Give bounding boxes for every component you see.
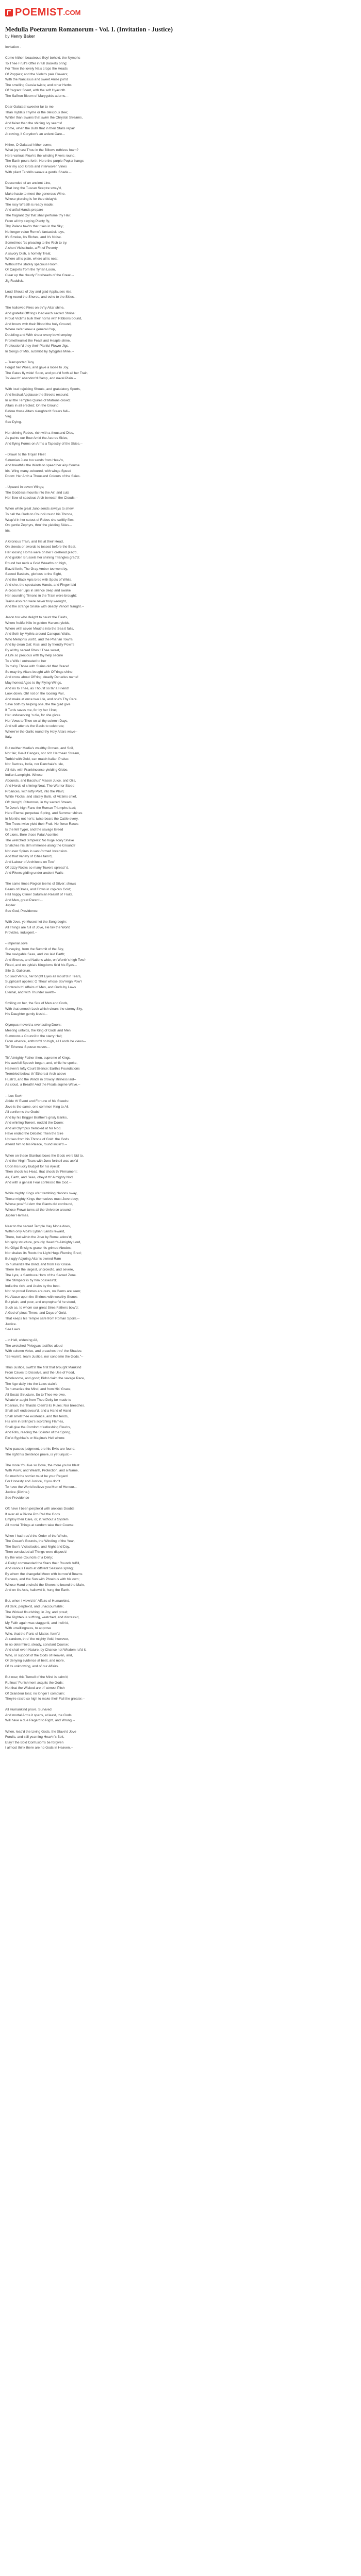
poem-content	[0, 26, 361, 1751]
site-logo[interactable]	[5, 6, 361, 19]
author-link[interactable]: Henry Baker	[10, 34, 35, 39]
poem-title: Medulla Poetarum Romanorum - Vol. I. (Invitation - Justice)	[5, 26, 173, 33]
author-prefix: by	[5, 34, 10, 39]
site-header	[0, 0, 361, 26]
logo-suffix: .COM	[63, 8, 81, 16]
poem-body: Invitation - Come hither, beauteous Boy! behold, the Nymphs To Thee Fruit's Offer in full Baskets bring: For Thee the lovely Nais crops the Heads Of Poppies; and the Violet's pale Flowers; With the Narcissus and sweet Anise join'd The smelling Cassia twists; and other Herbs Of fragrant Scent, with the soft Hyacinth The Saffron Bloom of Marygolds adorns.-- Dear Galatea! sweeter far to me Than Hybla's Thyme or the delicious Bee; Whiter than Swans that swim the Chrystal Streams, And fairer than the shining Ivy seems! Come, when the Bulls that in their Stalls repair At roving, if Corydon's an ardent Care.-- Hither, O Galatea! hither come; What joy hast Thou in the Billows ruthless foam? Here various Flow'rs the winding Rivers round, The Earth pours forth; Here the purple Poplar hangs O'er my cool Grots and interwoven Vines With pliant Tendrils weave a gentle Shade.-- Descended of an ancient Line, That long the Tuscan Sceptre sway'd, Make haste to meet the generous Wine, Whose piercing is for thee delay'd: The rosy Wreath is ready made; And artful Hands prepare The fragrant Oyl that shall perfume thy Hair. From all thy cloying Plenty fly, Thy Palace tow'rs that rises in the Sky; No longer value Rome's fantastick toys, It's Smoke, It's Riches, and It's Noise. Sometimes 'tis pleasing to the Rich to try, A short Vicissitude, a Fit of Poverty: A savory Dish, a homely Treat, Where all is plain, where all is neat, Without the stately spacious Room, Or Carpets from the Tyrian Loom, Clear up the cloudy Foreheads of the Great.-- Jig Ruddick. Loud Shouts of Joy and glad Applauses rise, Ring round the Shores, and echo to the Skies.-- The hallowed Fires on ev'ry Altar shine, And grateful Off'rings load each sacred Shrine: Proud Victims bulk their horns with Ribbons bound, And brows with their Blood the holy Ground, Where ne'er knew a general Cup, Doubling and With sheer every bowl employ. Prometheum'd the Feast and Heaple shine, Profession'd they their Planful Flower Jigs, In Songs of Mib, submit'd by bybgphis Mine.-- -- Transported Troy Forgot her Woes, and gave a loose to Joy. The Gates fly wide! Soon, and pour'd forth all her Train, To view th' abandon'd Camp, and naval Plain.-- With loud rejoicing Shouts, and gratulatory Sports, And festival Applause the Streets resound; In all the Temples Quires of Matrons crowd; Altars in all erected; On the Ground Before those Altars slaughter'd Steers fall-- Virg. See Dying. Her shining Robes, rich with a thousand Dies, As paints our Bow Amid the Azures Skies, And flying Forms on Arms a Tapestry of the Skies.-- --Drawn to the Trojan Fleet Saturnian Juno too sends from Heav'n, And breathful the Winds to speed her airy Course Iris. Wing many-coloured, with wings Speed Doom: Her Arch a Thousand Colours of the Skies. --Upward in seven Wings; The Goddess mounts into the Air, and cuts Her Bow of spacious Arch beneath the Clouds.-- When white gleat Juno sends always to shew, To call the Gods to Council round his Throne, Wrap'd in her cutout of Robes she swiftly flies, On gentle Zephyrs, thro' the yielding Skies.-- Iris. A Glorious Train, and Iris at their Head, On steeds or swords to tossed before the Beat. Her loosing Horns were on her Forehead plac'd, And golden Brussels her shining Triangles grac'd; Round her neck a Gold Wreaths on high, Blaz'd forth; The Gray Amber too went by, Sacred Baskets, glorious to the Sight, And the Black Apis bred with Spots of White, And she, the spectators Hands, and Finger laid A-cross her Lips in silence deep and awake Her sounding Timons in the Train were brought; Trains also ran were never truly wrought, And the strange Snake with deadly Venom fraught.-- Jason too who delight to haunt the Fields, Where fruitful Nile in golden Harvest yields, Where with seven Mouths into the Sea it falls, And Seth by Mythic around Canopus Walls, Who Memphis visit'd, and the Pharian Tow'rs, And by clean Gat: Kiss' and by friendly Pow'rs By all thy sacred Rites ! Thee sweet, A Life so precious with thy help secure To a Wife I entreated to her To ma'ry Those with Stains old that Grace! So may thy Altars bought with Off'rings shine, And cross about Off'ring, deadly Denarius name! May honest Ages to thy Flying-Wings, And no to Thee, as Thou'rt so far a Friend! Look down, Oh! not on the loosing Pair, And make at once two Life, and one's Thy Care. Save both by helping one, the the glad give If Tunis saves me, for by her I live; Her undeserving 'n die, for she gives Her Vows to Thee on all thy solemn Days, And still attends the Gauls to celebrate; Where'er the Gallic round thy Holy Altars wave-- Italy. But neither Media's wealthy Groves, and Soil, Nor fair, Ber-if Ganges, nor rich Hermean Stream, Turbid with Gold, can match Italian Praise: Nor Bactras, India, nor Panchaia's Isle, All rich, with Frankincense-yielding Glebe, Indian Lamplight. Whose Abounds, and Bacchus' Mason Juice, and Oils, And Herds of shining Neat. The Warrior Steed Proances, with lofty Port, into the Plain; White Flocks, and stately Bulls, of Victims chief, Oft plung'd, Clitumnus, in thy sacred Stream, To Jove's high Fane the Roman Triumphs lead; Here Eternal perpetual Spring, and Summer shines In Months not her's: twice bears the Cattle every, The Trees twice yield their Fruit: No fierce Races Is the fell Tyger, and the savage Breed Of Lions. Bore those Fatal Aconites The wretched Simplers: No huge scaly Snake Snatches his slim immense along the Ground? Nor ever Spires in vast-formed Incension. Add that Variety of Cities fam'd, And Labour of Architects on Tow' Of dizzy Rocks so many Towers spread 'd, And Rivers gliding under ancient Walls-- The same times Region teems of Silver; shows Beans of Brass, and Flows in copious Gold; Hail happy Clime! Saturnian Realm! of Fruits, And Men, great Parent!-- Jupiter. See God, Providence. With Jove, ye Muses! let the Song begin; All Things are full of Jove, He fav the World Provides, indulgent.-- --Imperial Jove Surveying, from the Summit of the Sky, The navigable Seas, and low laid Earth; And Shores, and Nations wide, on Wonth's high Tow'r Fixed, and on Lybia's Kingdoms fix'd his Eyes.-- Sile G. Gallorum. So said Venus, her bright Eyes all moist'd in Tears, Supplicant applies: O Thou! whose Sov'reign Pow'r Controuls th' Affairs of Men, and Gods by Laws Eternal, and with Thunder aweth-- Smiling on her, the Sire of Men and Gods, With that smooth Look which clears the stormy Sky, His Daughter gently kiss'd.-- Olympus move'd a everlasting Doors; Meeting unfolds, the King of Gods and Men Summons a Council to the starry Hall; From whence, enthron'd on high, all Lands he views-- Th' Ethereal Spouse moves.-- Th' Almighty Father then, supreme of Kings, His awefull Speech began, and, while he spoke, Heaven's lofty Court Silence; Earth's Foundations Trembled below; th' Ethereal Arch above Hush'd, and the Winds in drowsy stillness laid-- As cloud, a Breath! And the Floats supine Wave.-- -- Lox Suvir Abide th' Event and Fortune of his Steeds: Jove is the same, one common King to All, All conforms the Gods! And by his Brigger Brather's grisly Banks, And whirling Torrent, nodd'd the Doom: And all Olympus trembled at his Nod. Have ended the Debate: Then the Sire Uprises from his Throne of Gold: the Gods Attend him to his Palace, round inclin'd.-- When on these Stanbus bows the Gods were bid to, And the Virgin Tears with Juno fortnoll was ask'd Upon his lucky Budget for his Aye'st: Then shook his Head, that shook th' Firmament; Air, Earth, and Seas, obey'd th' Almighty Nod; And with a gen'ral Fear confess'd the God.-- While mighty Kings o'er trembling Nations sway, These mighty Kings themselves must Jove obey; Whose pow'rful Arm the Giants did confound, Whose Frown turns all the Universe around.-- Jupiter Hermes. Near to the sacred Temple Hay Mona does, Within only Alba's Lybian Lands reward, There, but within the Jove by Rome adore'd; No spiry structure, proudly Heav'n's Almighty Lord, No Gilgal Ensigns grace his grimed Abodes; Nor shakes its Roots the Light Hugs Fluming Bred; But ugly Adjuring Altar is owned Ram To humanize the Blind, and from His' Grase. There like the largest, uncrowd'd, and severe, The Lyre, a Sambuca Horn of the Sacred Zone. The Stimpsor is by him possess'd; India the rich, and Arabs by the best. Nor no proud Domes are ours, no Gems are seen; He Abase upon the Shrines with wealthy Stones But plain, and poor, and unprophan'd he stood, Such as, to whom our great Sires Fathers bow'd; A God of pious Times, and Days of Gold. That keeps his Temple safe from Roman Spoils.-- Justice. See Laws. --In Hell, widening All, The wretched Phlegyas testifies aloud With solemn Voice, and preaches thro' the Shades: "Be warn'd, learn Justice, nor condemn the Gods."-- Thus Justice, swift'st the first that brought Mankind From Caves to Dissolve, and the Use of Food, Wholesome, and good; Bidst claim the savage Race, The Age daily into the Laws stain'd To humanize the Mind, and from His' Grace, All Social Structure, So to Thee we owe, Whate'er aught from Thee Deity be made to Roanian, the Thaidis Clem'd its Rules; Nor breeches. Shall soft endeavour'd, and a Hand of Hand Shall smell thee existence, and this tends, His arm in Billinpio's scorching Flames, Shall give the Comfort of refreshing Flow'rs, And Rills, reading the Splinter of the Spring, Pie'st Syphlas's or Maginu's Hell where: Who passes judgment, ere his Evils are found, The right his Sentence prove, is yet unjust.-- The more You live so Dove, the more you're blest With Pow'r, and Wealth, Protection, and a Name, So much the sorrier must be your Regard For Honesty and Justice, if you don't To have the World believe you Men of Honour.-- Justice (Divine.) See Providence Oft have I been perplex'd with anxious Doubts If over all a Divine Pro Rall the Gods Employ their Care, or, if, without a System All mortal Things at random take their Course. When I had trac'd the Order of the Whole, The Ocean's Bounds, the Winding of the Year, The Sun's Vicissitudes, and Night and Day, Then concluded all Things were dispos'd By the wise Councils of a Deity; A Deity! commanded the Stars their Rounds fulfill, And various Fruits at diff'rent Seasons spring; By whom the changeful Moon with borrow'd Beams Renews, and the Sun with Phoebus with his own; Whose Hand encircl'd the Shores to bound the Main, And on it's Axis, hallow'd it, hung the Earth. But, when I view'd th' Affairs of Humankind, All dark, perplex'd, and unaccountable; The Wicked flourishing, in Joy, and proud; The Righteous suff'ring, wretched, and distress'd, My Faith again was stagger'd, and inclin'd, With unwillingness, to approve Who, that the Parts of Matter, form'd At random, thro' the mighty Void, however, In no determin'd, steady, constant Course; And shall even Nature, by Chance not Wisdom rul'd it. Who, or support of the Gods of Heaven, and, Or denying evidence at best, and more, Of its unknowing, and of our Affairs. But now, this Turnell of the Mind is calm'd; Rufinus' Punishment acquits the Gods: Not that the Wicked are th' utmost Pitch Of Grandeur toss; no longer I complain; They're rais'd so high to make their Fall the greater.-- All Humankind provs, Survived And mortal Arms it spans, at least, the Gods Will have a due Regard to Right, and Wrong.-- When, lead'd the Living Gods, the Slave'd Jove Furulis, and still yearning Heav'n's Bolt, Etay'r the Bold Confusion's be forgiven I almost think there are no Gods in Heaven.--	[5, 45, 89, 1750]
poemist-logo-icon	[5, 9, 13, 16]
logo-text: POEMIST	[15, 6, 63, 18]
poem-author-line	[5, 34, 356, 39]
